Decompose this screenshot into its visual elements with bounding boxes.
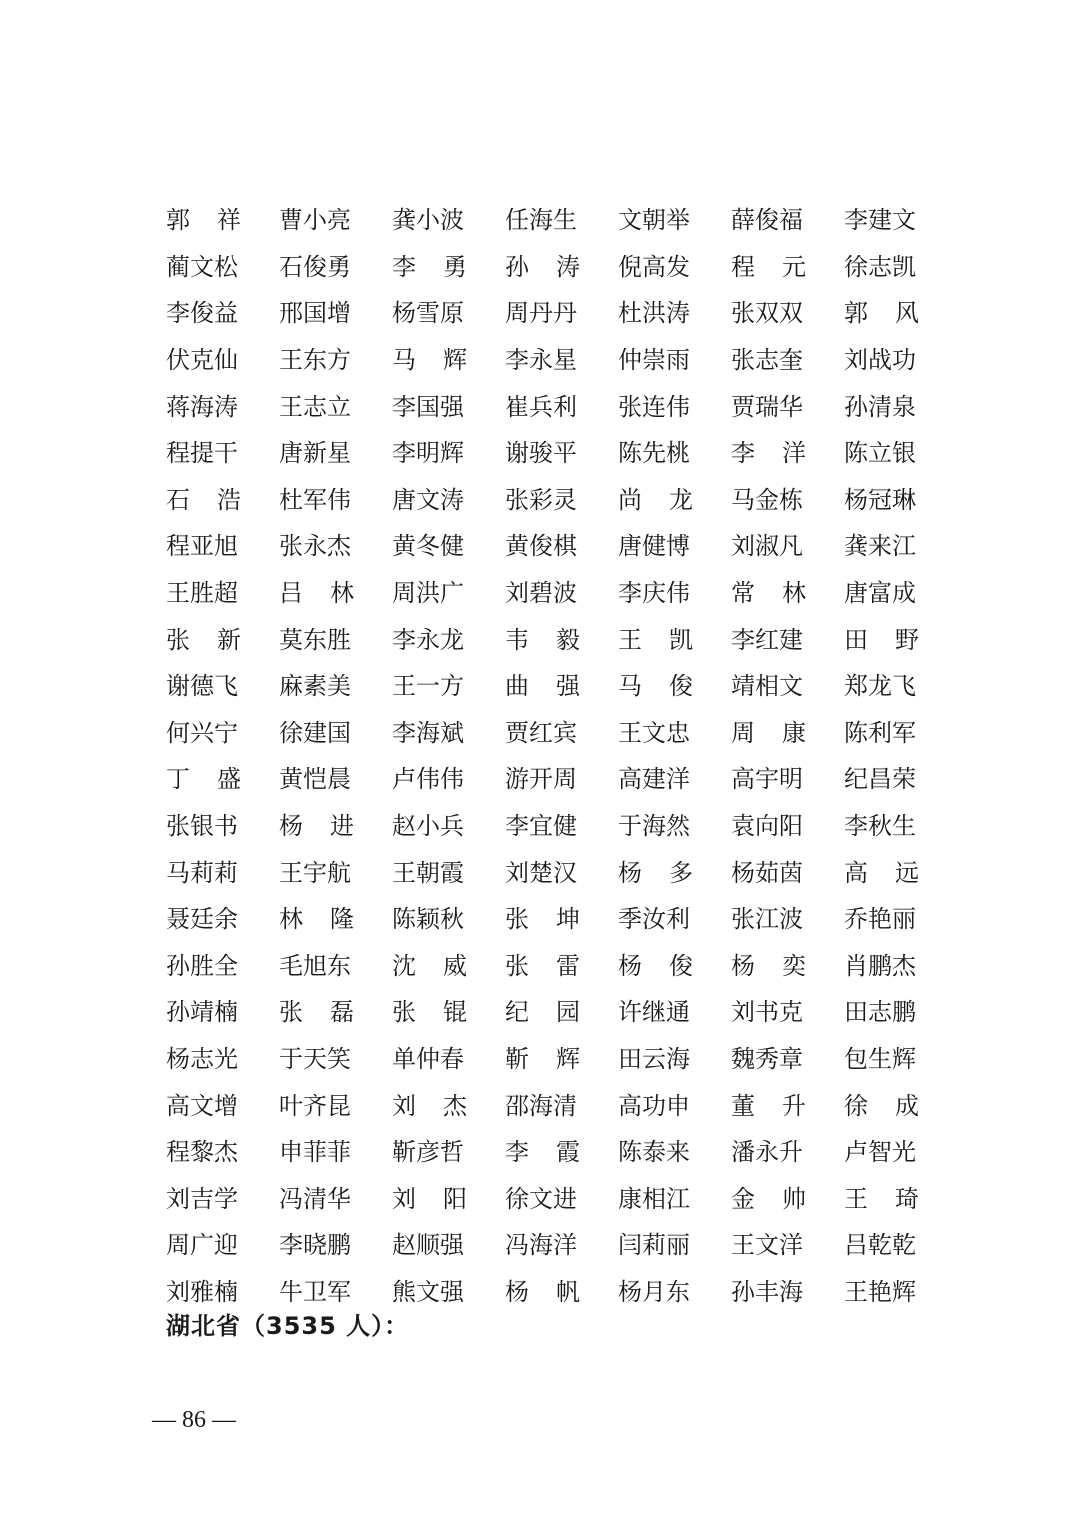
name-entry: 聂廷余: [166, 905, 238, 934]
name-entry: 王 凯: [618, 625, 693, 654]
name-entry: 唐文涛: [392, 485, 464, 514]
name-entry: 王宇航: [279, 858, 351, 887]
name-entry: 程提干: [166, 439, 238, 468]
name-row: [166, 477, 926, 524]
name-entry: 石 浩: [166, 485, 241, 514]
name-entry: 魏秀章: [731, 1044, 803, 1073]
name-entry: 张志奎: [731, 346, 803, 375]
name-entry: 曹小亮: [279, 206, 351, 235]
name-entry: 王胜超: [166, 579, 238, 608]
name-entry: 纪昌荣: [844, 765, 916, 794]
page-number: — 86 —: [152, 1407, 236, 1433]
name-entry: 王东方: [279, 346, 351, 375]
name-entry: 唐富成: [844, 579, 916, 608]
name-entry: 丁 盛: [166, 765, 241, 794]
name-entry: 李 洋: [731, 439, 806, 468]
name-entry: 李红建: [731, 625, 803, 654]
name-entry: 孙靖楠: [166, 998, 238, 1027]
name-entry: 李海斌: [392, 718, 464, 747]
name-entry: 孙清泉: [844, 392, 916, 421]
name-entry: 莫东胜: [279, 625, 351, 654]
name-entry: 陈泰来: [618, 1138, 690, 1167]
name-entry: 李俊益: [166, 299, 238, 328]
name-entry: 黄恺晨: [279, 765, 351, 794]
name-entry: 曲 强: [505, 672, 580, 701]
name-entry: 熊文强: [392, 1277, 464, 1306]
name-entry: 谢德飞: [166, 672, 238, 701]
name-entry: 李宜健: [505, 812, 577, 841]
name-entry: 崔兵利: [505, 392, 577, 421]
name-entry: 张 坤: [505, 905, 580, 934]
name-entry: 徐文进: [505, 1184, 577, 1213]
name-entry: 靳彦哲: [392, 1138, 464, 1167]
name-entry: 冯清华: [279, 1184, 351, 1213]
name-entry: 王文忠: [618, 718, 690, 747]
name-entry: 赵顺强: [392, 1231, 464, 1260]
name-entry: 袁向阳: [731, 812, 803, 841]
name-entry: 卢智光: [844, 1138, 916, 1167]
name-entry: 周丹丹: [505, 299, 577, 328]
name-entry: 李永龙: [392, 625, 464, 654]
name-entry: 季汝利: [618, 905, 690, 934]
name-row: [166, 244, 926, 291]
name-entry: 李明辉: [392, 439, 464, 468]
name-entry: 孙 涛: [505, 252, 580, 281]
name-entry: 单仲春: [392, 1044, 464, 1073]
name-entry: 于海然: [618, 812, 690, 841]
name-entry: 刘吉学: [166, 1184, 238, 1213]
name-entry: 马金栋: [731, 485, 803, 514]
name-entry: 肖鹏杰: [844, 951, 916, 980]
name-entry: 吕 林: [279, 579, 354, 608]
name-entry: 张永杰: [279, 532, 351, 561]
name-entry: 唐新星: [279, 439, 351, 468]
name-entry: 张 新: [166, 625, 241, 654]
name-entry: 杨月东: [618, 1277, 690, 1306]
name-entry: 赵小兵: [392, 812, 464, 841]
name-entry: 林 隆: [279, 905, 354, 934]
name-entry: 张江波: [731, 905, 803, 934]
name-list-grid: [166, 197, 926, 1315]
name-entry: 张 雷: [505, 951, 580, 980]
name-row: [166, 803, 926, 850]
name-entry: 陈利军: [844, 718, 916, 747]
name-entry: 靖相文: [731, 672, 803, 701]
name-entry: 叶齐昆: [279, 1091, 351, 1120]
name-entry: 马 辉: [392, 346, 467, 375]
name-entry: 黄冬健: [392, 532, 464, 561]
name-entry: 周洪广: [392, 579, 464, 608]
name-entry: 何兴宁: [166, 718, 238, 747]
name-entry: 刘雅楠: [166, 1277, 238, 1306]
name-entry: 董 升: [731, 1091, 806, 1120]
name-entry: 王艳辉: [844, 1277, 916, 1306]
name-entry: 游开周: [505, 765, 577, 794]
name-row: [166, 710, 926, 757]
name-row: [166, 290, 926, 337]
name-entry: 李庆伟: [618, 579, 690, 608]
name-entry: 高建洋: [618, 765, 690, 794]
name-entry: 刘楚汉: [505, 858, 577, 887]
name-entry: 黄俊棋: [505, 532, 577, 561]
name-entry: 贾瑞华: [731, 392, 803, 421]
name-entry: 徐建国: [279, 718, 351, 747]
name-entry: 田云海: [618, 1044, 690, 1073]
name-entry: 谢骏平: [505, 439, 577, 468]
name-entry: 刘碧波: [505, 579, 577, 608]
name-entry: 吕乾乾: [844, 1231, 916, 1260]
name-entry: 郭 祥: [166, 206, 241, 235]
name-entry: 李 霞: [505, 1138, 580, 1167]
name-entry: 孙胜全: [166, 951, 238, 980]
name-entry: 文朝举: [618, 206, 690, 235]
name-entry: 韦 毅: [505, 625, 580, 654]
name-entry: 乔艳丽: [844, 905, 916, 934]
name-entry: 李建文: [844, 206, 916, 235]
name-entry: 张连伟: [618, 392, 690, 421]
name-entry: 杜洪涛: [618, 299, 690, 328]
name-entry: 李秋生: [844, 812, 916, 841]
name-entry: 陈先桃: [618, 439, 690, 468]
name-entry: 杨冠琳: [844, 485, 916, 514]
name-entry: 康相江: [618, 1184, 690, 1213]
name-entry: 李国强: [392, 392, 464, 421]
name-entry: 王文洋: [731, 1231, 803, 1260]
name-entry: 郑龙飞: [844, 672, 916, 701]
name-entry: 张彩灵: [505, 485, 577, 514]
name-entry: 冯海洋: [505, 1231, 577, 1260]
name-entry: 麻素美: [279, 672, 351, 701]
name-row: [166, 756, 926, 803]
name-entry: 李 勇: [392, 252, 467, 281]
name-entry: 程亚旭: [166, 532, 238, 561]
name-entry: 许继通: [618, 998, 690, 1027]
name-entry: 张 锟: [392, 998, 467, 1027]
name-entry: 李永星: [505, 346, 577, 375]
name-entry: 刘战功: [844, 346, 916, 375]
name-entry: 程 元: [731, 252, 806, 281]
name-entry: 唐健博: [618, 532, 690, 561]
name-entry: 李晓鹏: [279, 1231, 351, 1260]
name-entry: 刘淑凡: [731, 532, 803, 561]
name-entry: 马莉莉: [166, 858, 238, 887]
name-entry: 高文增: [166, 1091, 238, 1120]
name-entry: 仲崇雨: [618, 346, 690, 375]
name-entry: 周 康: [731, 718, 806, 747]
name-entry: 杨 帆: [505, 1277, 580, 1306]
name-entry: 徐 成: [844, 1091, 919, 1120]
name-entry: 杜军伟: [279, 485, 351, 514]
name-entry: 张双双: [731, 299, 803, 328]
name-entry: 王一方: [392, 672, 464, 701]
name-row: [166, 663, 926, 710]
name-entry: 杨 奕: [731, 951, 806, 980]
name-entry: 高 远: [844, 858, 919, 887]
name-row: [166, 943, 926, 990]
name-entry: 贾红宾: [505, 718, 577, 747]
name-entry: 常 林: [731, 579, 806, 608]
name-entry: 邵海清: [505, 1091, 577, 1120]
name-entry: 王朝霞: [392, 858, 464, 887]
section-heading-hubei: 湖北省（3535 人）：: [166, 1312, 410, 1340]
name-entry: 纪 园: [505, 998, 580, 1027]
name-row: [166, 1175, 926, 1222]
name-entry: 卢伟伟: [392, 765, 464, 794]
name-entry: 蔺文松: [166, 252, 238, 281]
name-entry: 毛旭东: [279, 951, 351, 980]
name-entry: 靳 辉: [505, 1044, 580, 1073]
name-entry: 高功申: [618, 1091, 690, 1120]
name-row: [166, 337, 926, 384]
name-entry: 张 磊: [279, 998, 354, 1027]
name-entry: 杨 进: [279, 812, 354, 841]
name-entry: 倪高发: [618, 252, 690, 281]
name-entry: 牛卫军: [279, 1277, 351, 1306]
name-entry: 于天笑: [279, 1044, 351, 1073]
name-entry: 孙丰海: [731, 1277, 803, 1306]
name-entry: 田 野: [844, 625, 919, 654]
name-entry: 郭 风: [844, 299, 919, 328]
name-row: [166, 896, 926, 943]
name-entry: 杨 多: [618, 858, 693, 887]
name-entry: 徐志凯: [844, 252, 916, 281]
name-entry: 杨雪原: [392, 299, 464, 328]
name-row: [166, 989, 926, 1036]
name-entry: 石俊勇: [279, 252, 351, 281]
name-row: [166, 616, 926, 663]
name-entry: 周广迎: [166, 1231, 238, 1260]
name-entry: 沈 威: [392, 951, 467, 980]
name-entry: 王志立: [279, 392, 351, 421]
name-row: [166, 849, 926, 896]
name-entry: 尚 龙: [618, 485, 693, 514]
name-entry: 王 琦: [844, 1184, 919, 1213]
name-entry: 刘 阳: [392, 1184, 467, 1213]
name-row: [166, 430, 926, 477]
name-entry: 伏克仙: [166, 346, 238, 375]
name-row: [166, 1129, 926, 1176]
name-entry: 金 帅: [731, 1184, 806, 1213]
name-entry: 包生辉: [844, 1044, 916, 1073]
name-row: [166, 197, 926, 244]
name-entry: 陈颖秋: [392, 905, 464, 934]
name-entry: 邢国增: [279, 299, 351, 328]
name-row: [166, 523, 926, 570]
name-entry: 龚小波: [392, 206, 464, 235]
name-entry: 田志鹏: [844, 998, 916, 1027]
name-entry: 马 俊: [618, 672, 693, 701]
name-entry: 张银书: [166, 812, 238, 841]
name-entry: 刘书克: [731, 998, 803, 1027]
name-entry: 蒋海涛: [166, 392, 238, 421]
name-row: [166, 1082, 926, 1129]
name-entry: 申菲菲: [279, 1138, 351, 1167]
name-row: [166, 383, 926, 430]
name-entry: 陈立银: [844, 439, 916, 468]
name-entry: 杨志光: [166, 1044, 238, 1073]
name-entry: 杨茹茵: [731, 858, 803, 887]
name-entry: 程黎杰: [166, 1138, 238, 1167]
name-entry: 潘永升: [731, 1138, 803, 1167]
name-entry: 刘 杰: [392, 1091, 467, 1120]
name-entry: 高宇明: [731, 765, 803, 794]
name-entry: 闫莉丽: [618, 1231, 690, 1260]
name-row: [166, 570, 926, 617]
name-entry: 薛俊福: [731, 206, 803, 235]
name-row: [166, 1222, 926, 1269]
name-entry: 杨 俊: [618, 951, 693, 980]
name-entry: 龚来江: [844, 532, 916, 561]
name-row: [166, 1036, 926, 1083]
name-entry: 任海生: [505, 206, 577, 235]
